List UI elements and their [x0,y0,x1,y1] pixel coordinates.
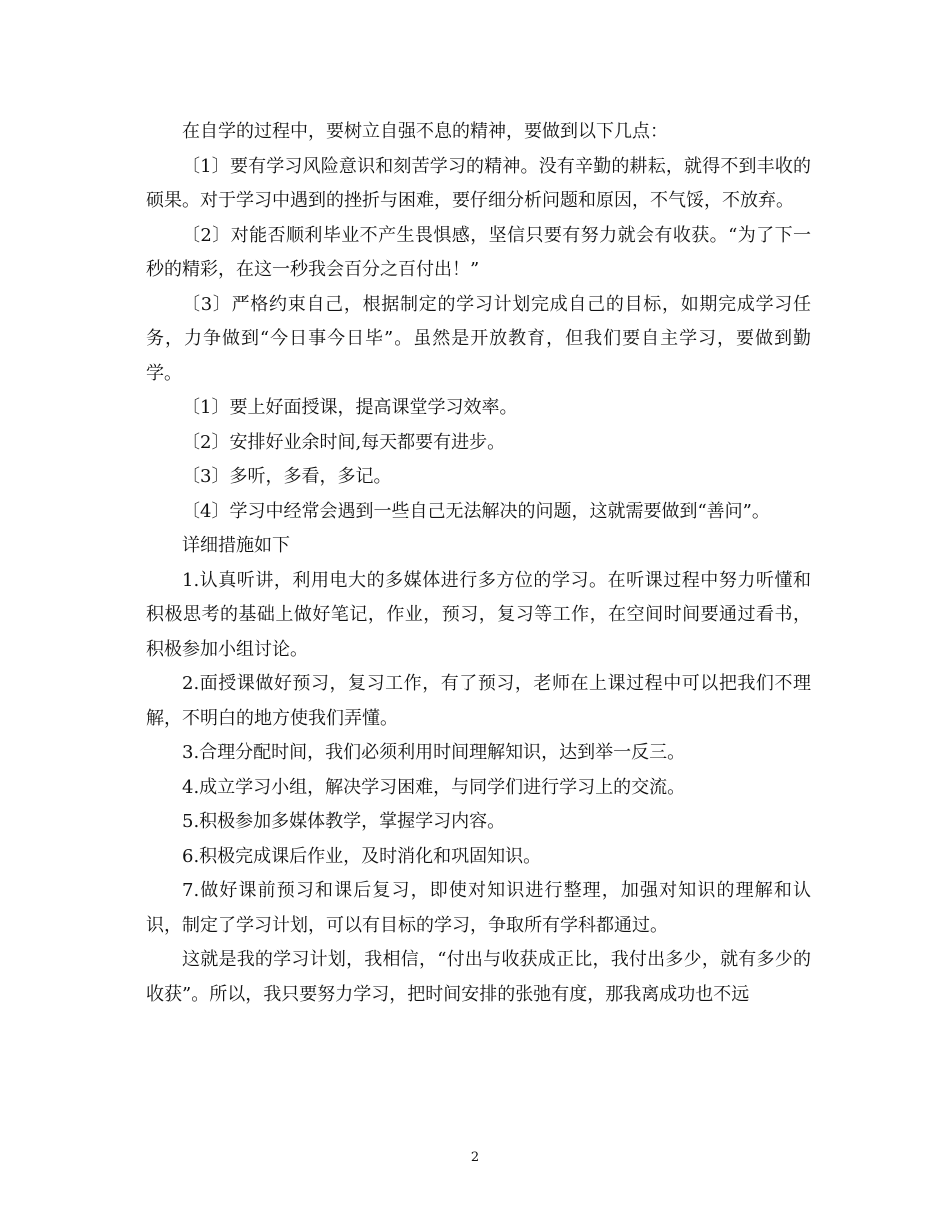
point-1-paragraph: 〔1〕要有学习风险意识和刻苦学习的精神。没有辛勤的耕耘，就得不到丰收的硕果。对于学习中遇到的挫折与困难，要仔细分析问题和原因，不气馁，不放弃。 [146,155,811,211]
measure-6-paragraph: 6.积极完成课后作业，及时消化和巩固知识。 [182,845,542,867]
measure-4-paragraph: 4.成立学习小组，解决学习困难，与同学们进行学习上的交流。 [182,776,686,798]
point-2-paragraph: 〔2〕对能否顺利毕业不产生畏惧感，坚信只要有努力就会有收获。“为了下一秒的精彩，在这一秒我会百分之百付出！” [146,224,811,280]
measure-2-paragraph: 2.面授课做好预习，复习工作，有了预习，老师在上课过程中可以把我们不理解，不明白的地方使我们弄懂。 [146,673,811,729]
sub-point-2-paragraph: 〔2〕安排好业余时间,每天都要有进步。 [182,431,506,453]
point-3-paragraph: 〔3〕严格约束自己，根据制定的学习计划完成自己的目标，如期完成学习任务，力争做到“今日事今日毕”。虽然是开放教育，但我们要自主学习，要做到勤学。 [146,293,811,384]
sub-point-4-paragraph: 〔4〕学习中经常会遇到一些自己无法解决的问题，这就需要做到“善问”。 [182,500,770,522]
measure-1-paragraph: 1.认真听讲，利用电大的多媒体进行多方位的学习。在听课过程中努力听懂和积极思考的基础上做好笔记，作业，预习，复习等工作，在空间时间要通过看书，积极参加小组讨论。 [146,569,811,660]
measure-7-paragraph: 7.做好课前预习和课后复习，即使对知识进行整理，加强对知识的理解和认识，制定了学习计划，可以有目标的学习，争取所有学科都通过。 [146,880,811,936]
measure-3-paragraph: 3.合理分配时间，我们必须利用时间理解知识，达到举一反三。 [182,742,686,763]
conclusion-paragraph: 这就是我的学习计划，我相信，“付出与收获成正比，我付出多少，就有多少的收获”。所以，我只要努力学习，把时间安排的张弛有度，那我离成功也不远 [146,949,811,1005]
measure-5-paragraph: 5.积极参加多媒体教学，掌握学习内容。 [182,811,506,832]
measures-heading: 详细措施如下 [182,535,290,556]
sub-point-1-paragraph: 〔1〕要上好面授课，提高课堂学习效率。 [182,397,518,418]
intro-paragraph: 在自学的过程中，要树立自强不息的精神，要做到以下几点： [182,121,668,142]
page-number: 2 [470,1150,480,1165]
document-body [146,115,811,1012]
sub-point-3-paragraph: 〔3〕多听，多看，多记。 [182,466,392,487]
